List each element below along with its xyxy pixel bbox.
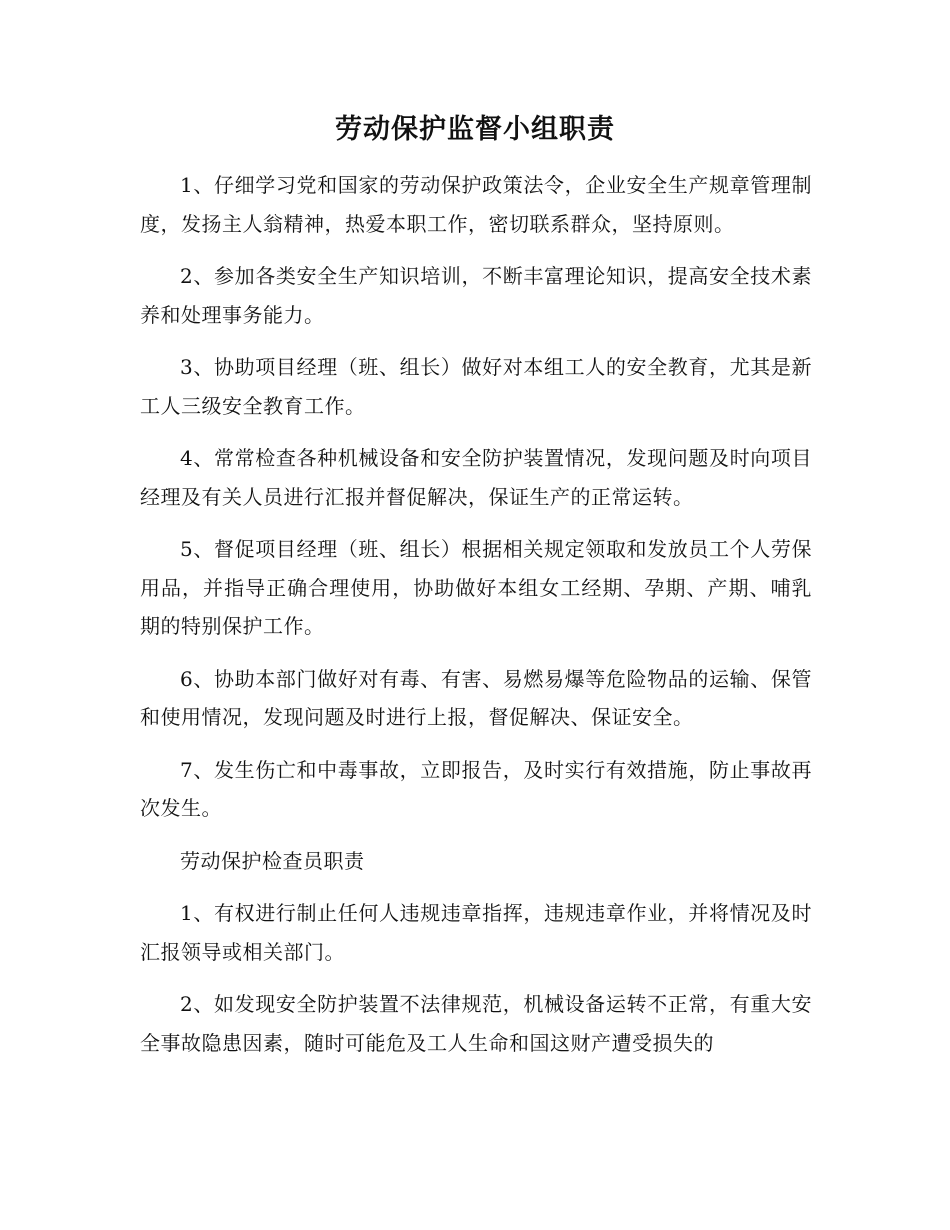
document-title: 劳动保护监督小组职责: [335, 114, 615, 145]
paragraph-3: 3、协助项目经理（班、组长）做好对本组工人的安全教育，尤其是新工人三级安全教育工作。: [140, 355, 812, 418]
paragraph-9: 2、如发现安全防护装置不法律规范，机械设备运转不正常，有重大安全事故隐患因素，随时可能危及工人生命和国这财产遭受损失的: [140, 992, 812, 1055]
paragraph-6: 6、协助本部门做好对有毒、有害、易燃易爆等危险物品的运输、保管和使用情况，发现问题及时进行上报，督促解决、保证安全。: [140, 666, 812, 729]
paragraph-8: 1、有权进行制止任何人违规违章指挥，违规违章作业，并将情况及时汇报领导或相关部门。: [140, 901, 812, 964]
section-heading-inspector-duties: 劳动保护检查员职责: [180, 848, 365, 873]
paragraph-7: 7、发生伤亡和中毒事故，立即报告，及时实行有效措施，防止事故再次发生。: [140, 757, 812, 820]
paragraph-5: 5、督促项目经理（班、组长）根据相关规定领取和发放员工个人劳保用品，并指导正确合理使用，协助做好本组女工经期、孕期、产期、哺乳期的特别保护工作。: [140, 537, 812, 638]
paragraph-2: 2、参加各类安全生产知识培训，不断丰富理论知识，提高安全技术素养和处理事务能力。: [140, 264, 812, 327]
paragraph-1: 1、仔细学习党和国家的劳动保护政策法令，企业安全生产规章管理制度，发扬主人翁精神，热爱本职工作，密切联系群众，坚持原则。: [140, 173, 812, 236]
paragraph-4: 4、常常检查各种机械设备和安全防护装置情况，发现问题及时向项目经理及有关人员进行汇报并督促解决，保证生产的正常运转。: [140, 446, 812, 509]
document-body: [140, 166, 812, 1076]
